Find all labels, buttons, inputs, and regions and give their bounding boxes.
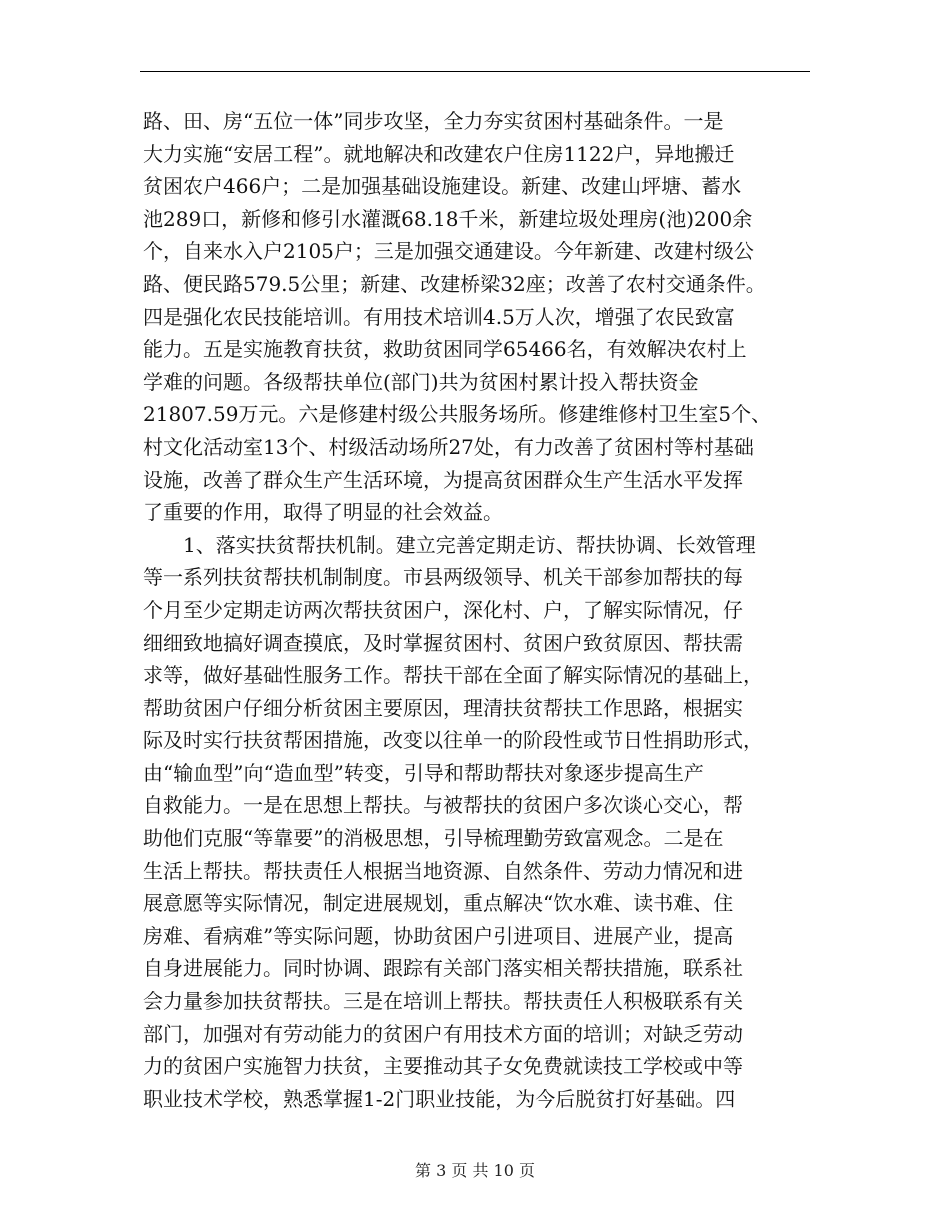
text-line: 设施，改善了群众生产生活环境，为提高贫困群众生产生活水平发挥	[143, 467, 743, 492]
text-line: 21807.59万元。六是修建村级公共服务场所。修建维修村卫生室5个、	[143, 402, 772, 427]
text-line: 路、田、房“五位一体”同步攻坚，全力夯实贫困村基础条件。一是	[143, 109, 724, 133]
text-line: 村文化活动室13个、村级活动场所27处，有力改善了贫困村等村基础	[143, 434, 754, 459]
text-line: 求等，做好基础性服务工作。帮扶干部在全面了解实际情况的基础上，	[143, 663, 763, 688]
page-footer: 第 3 页 共 10 页	[415, 1161, 535, 1180]
text-line: 生活上帮扶。帮扶责任人根据当地资源、自然条件、劳动力情况和进	[143, 858, 743, 883]
text-line: 路、便民路579.5公里；新建、改建桥梁32座；改善了农村交通条件。	[143, 271, 766, 296]
text-line: 个月至少定期走访两次帮扶贫困户，深化村、户，了解实际情况，仔	[143, 597, 743, 622]
text-line: 助他们克服“等靠要”的消极思想，引导梳理勤劳致富观念。二是在	[143, 826, 724, 851]
text-line: 自救能力。一是在思想上帮扶。与被帮扶的贫困户多次谈心交心，帮	[143, 793, 743, 818]
text-line: 会力量参加扶贫帮扶。三是在培训上帮扶。帮扶责任人积极联系有关	[143, 989, 743, 1014]
text-line: 自身进展能力。同时协调、跟踪有关部门落实相关帮扶措施，联系社	[143, 956, 743, 981]
text-line: 池289口，新修和修引水灌溉68.18千米，新建垃圾处理房(池)200余	[143, 206, 753, 231]
text-line: 了重要的作用，取得了明显的社会效益。	[143, 500, 503, 525]
text-line: 1、落实扶贫帮扶机制。建立完善定期走访、帮扶协调、长效管理	[183, 532, 756, 557]
text-line: 力的贫困户实施智力扶贫，主要推动其子女免费就读技工学校或中等	[143, 1054, 743, 1079]
text-line: 职业技术学校，熟悉掌握1-2门职业技能，为今后脱贫打好基础。四	[143, 1086, 736, 1111]
text-line: 由“输血型”向“造血型”转变，引导和帮助帮扶对象逐步提高生产	[143, 760, 704, 785]
text-line: 能力。五是实施教育扶贫，救助贫困同学65466名，有效解决农村上	[143, 337, 747, 362]
text-line: 学难的问题。各级帮扶单位(部门)共为贫困村累计投入帮扶资金	[143, 369, 699, 394]
text-line: 细细致地搞好调查摸底，及时掌握贫困村、贫困户致贫原因、帮扶需	[143, 630, 743, 655]
document-body	[143, 105, 815, 1115]
text-line: 大力实施“安居工程”。就地解决和改建农户住房1122户，异地搬迁	[143, 141, 735, 166]
text-line: 帮助贫困户仔细分析贫困主要原因，理清扶贫帮扶工作思路，根据实	[143, 695, 743, 720]
paragraph	[143, 529, 815, 1116]
header-rule	[140, 71, 810, 72]
text-line: 等一系列扶贫帮扶机制制度。市县两级领导、机关干部参加帮扶的每	[143, 565, 743, 590]
text-line: 贫困农户466户；二是加强基础设施建设。新建、改建山坪塘、蓄水	[143, 174, 742, 199]
text-line: 部门，加强对有劳动能力的贫困户有用技术方面的培训；对缺乏劳动	[143, 1021, 743, 1046]
text-line: 四是强化农民技能培训。有用技术培训4.5万人次，增强了农民致富	[143, 304, 735, 329]
text-line: 房难、看病难”等实际问题，协助贫困户引进项目、进展产业，提高	[143, 923, 734, 948]
paragraph	[143, 105, 815, 529]
text-line: 展意愿等实际情况，制定进展规划，重点解决“饮水难、读书难、住	[143, 891, 734, 916]
text-line: 个，自来水入户2105户；三是加强交通建设。今年新建、改建村级公	[143, 239, 754, 264]
text-line: 际及时实行扶贫帮困措施，改变以往单一的阶段性或节日性捐助形式，	[143, 728, 763, 753]
